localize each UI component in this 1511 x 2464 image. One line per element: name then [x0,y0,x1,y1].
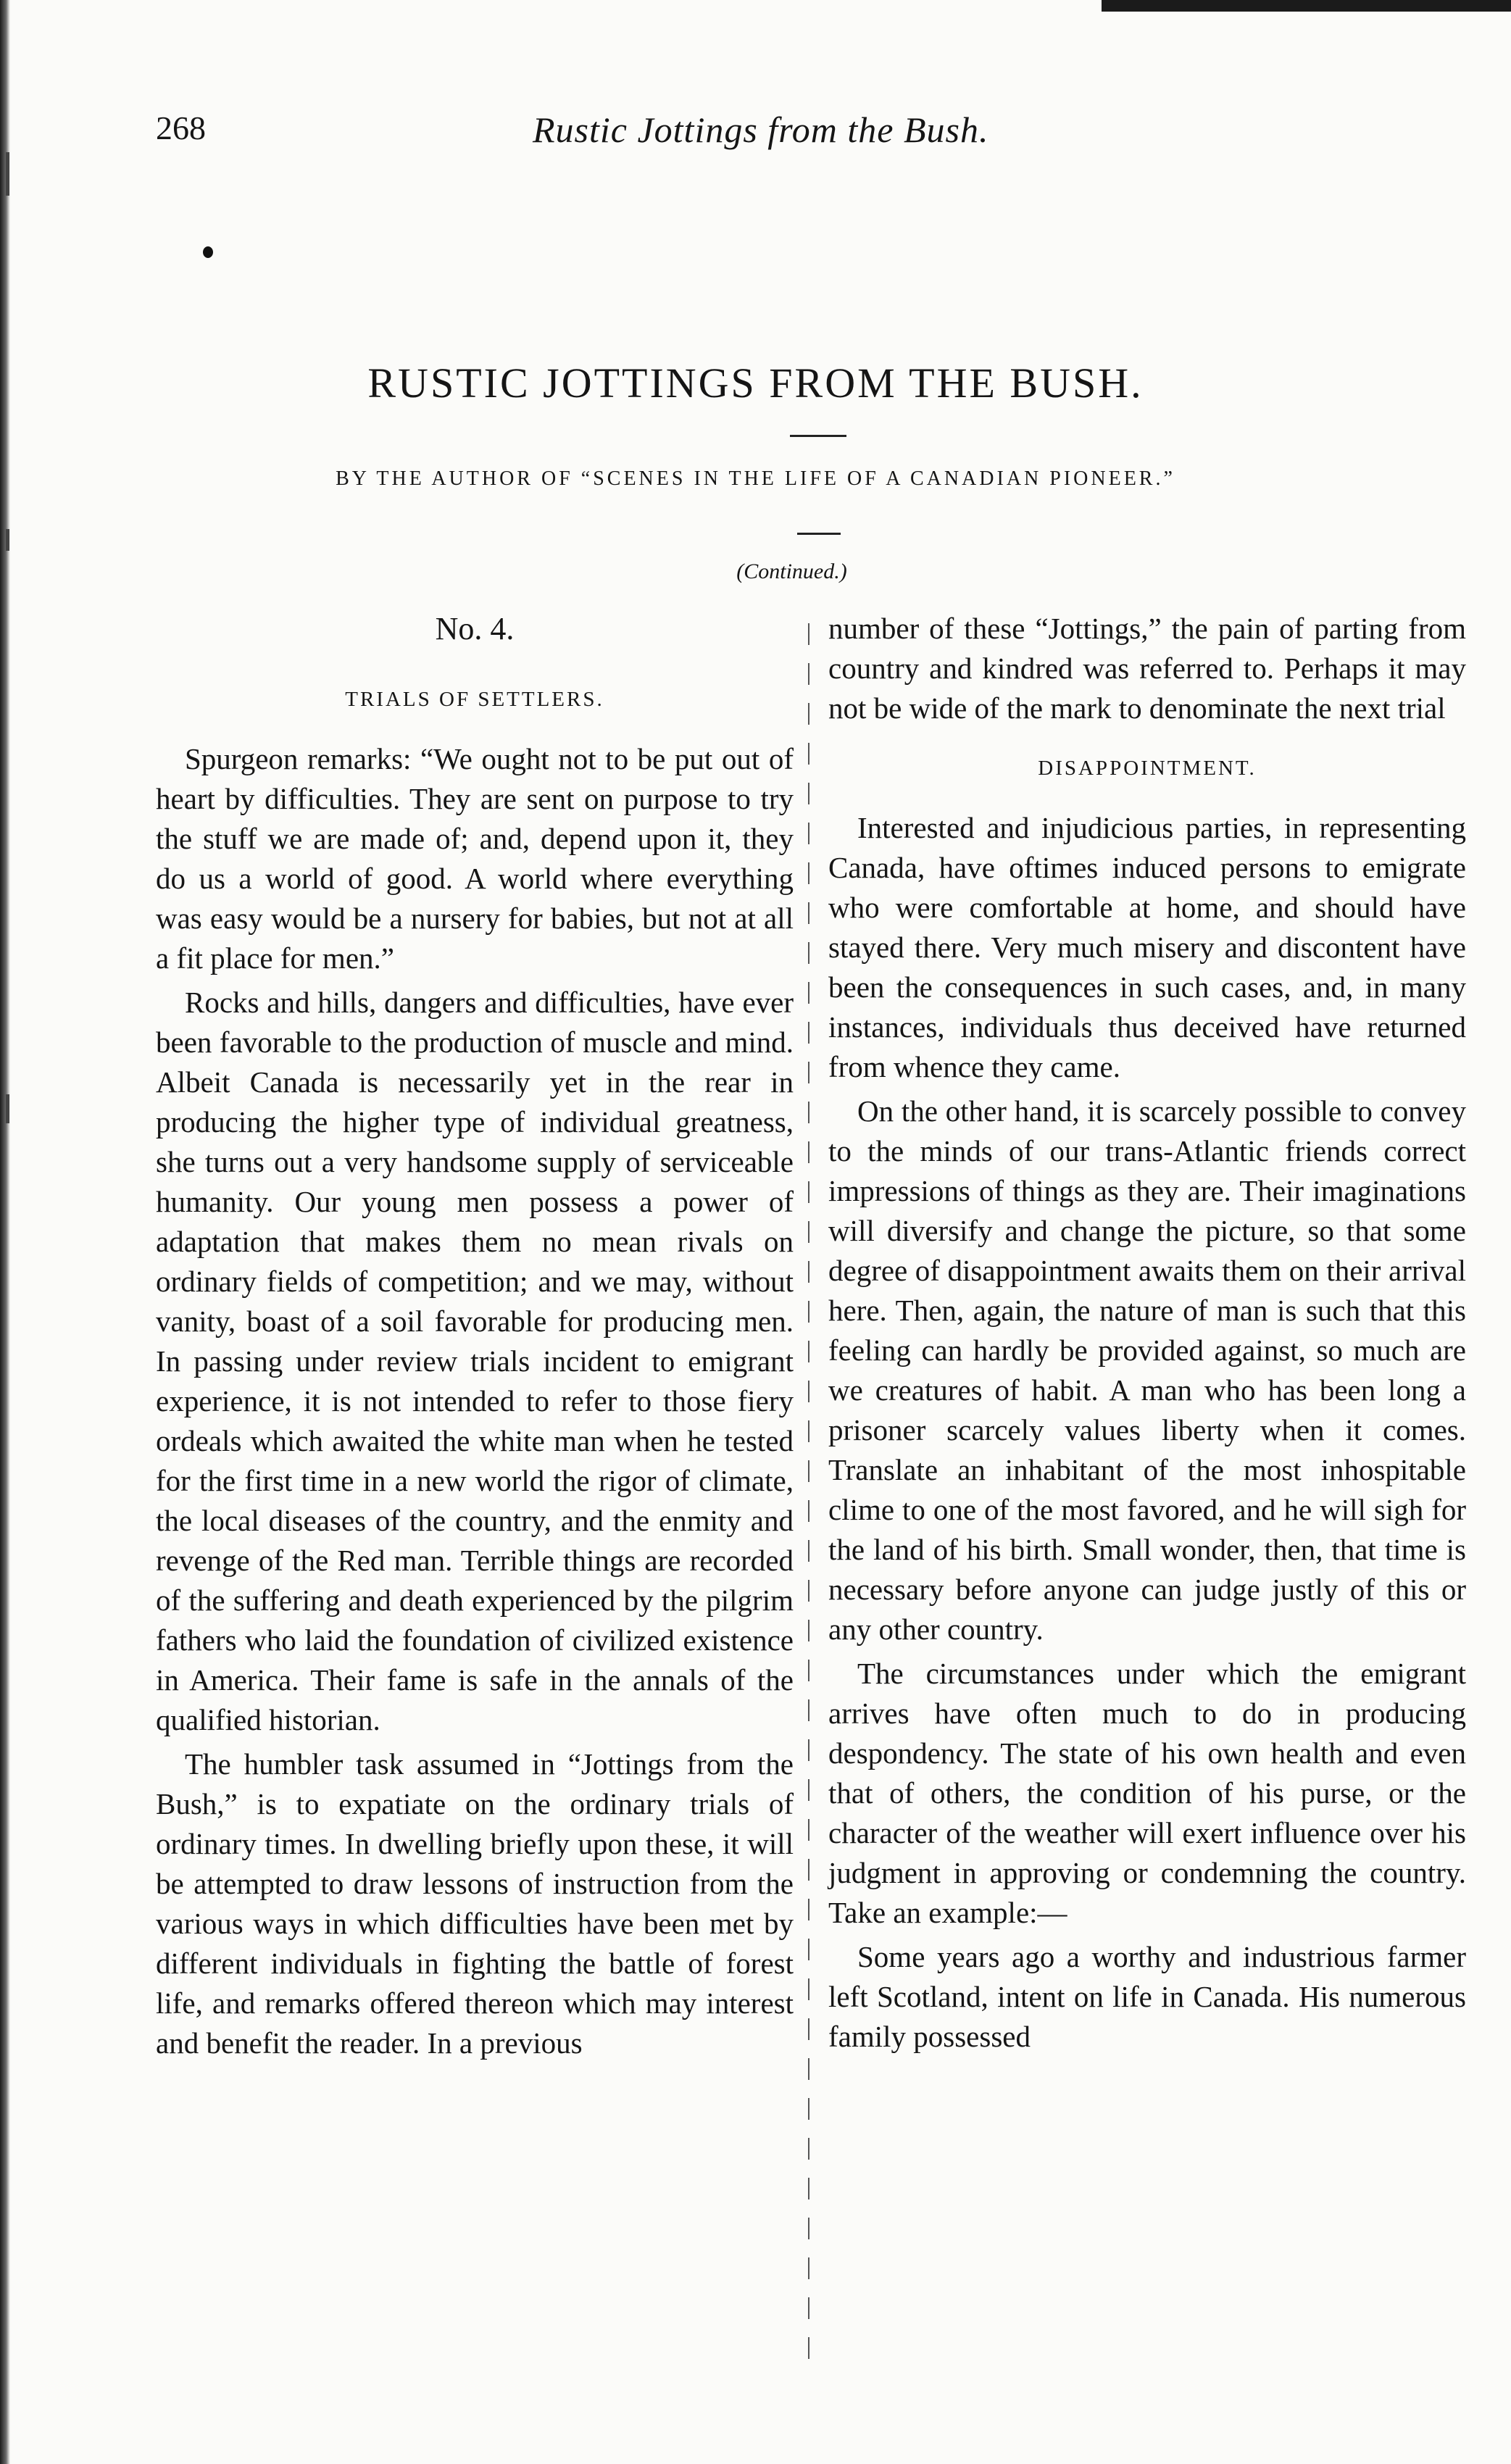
section-heading-trials: TRIALS OF SETTLERS. [345,688,604,711]
byline-rule [797,533,841,535]
paragraph: Spurgeon remarks: “We ought not to be put out of heart by difficulties. They are sent on purpose to try the stuff we are made of; and, depend upon it, they do us a world of good. A world where everything was easy would be a nursery for babies, but not at all a fit place for men.” [156,742,794,975]
page-number: 268 [156,109,206,146]
paragraph: Some years ago a worthy and industrious farmer left Scotland, intent on life in Canada. His numerous family possessed [828,1940,1466,2053]
article-title: RUSTIC JOTTINGS FROM THE BUSH. [367,359,1144,407]
paragraph-continued: number of these “Jottings,” the pain of parting from country and kindred was referred to. Perhaps it may not be wide of the mark to denominate the next trial [828,612,1466,725]
continued-note: (Continued.) [736,559,847,583]
paragraph: On the other hand, it is scarcely possible to convey to the minds of our trans-Atlantic friends correct impressions of things as they are. Their imaginations will diversify and change the picture, so that some degree of disappointment awaits them on their arrival here. Then, again, the nature of man is such that this feeling can hardly be provided against, so much are we creatures of habit. A man who has been long a prisoner scarcely values liberty when it comes. Translate an inhabitant of the most inhospitable clime to one of the most favored, and he will sigh for the land of his birth. Small wonder, then, that time is necessary before anyone can judge justly of this or any other country. [828,1094,1466,1646]
paragraph: The humbler task assumed in “Jottings from the Bush,” is to expatiate on the ordinary trials of ordinary times. In dwelling briefly upon these, it will be attempted to draw lessons of instruction from the various ways in which difficulties have been met by different individuals in fighting the battle of forest life, and remarks offered thereon which may interest and benefit the reader. In a previous [156,1747,794,2060]
left-column [156,609,794,2068]
running-head [156,109,1337,167]
running-title: Rustic Jottings from the Bush. [533,109,989,150]
chapter-number: No. 4. [435,611,515,646]
scan-top-edge [1102,0,1511,12]
paragraph: Rocks and hills, dangers and difficulties, have ever been favorable to the production of muscle and mind. Albeit Canada is necessarily yet in the rear in producing the higher type of individual greatness, she turns out a very handsome supply of serviceable humanity. Our young men possess a power of adaptation that makes them no mean rivals on ordinary fields of competition; and we may, without vanity, boast of a soil favorable for producing men. In passing under review trials incident to emigrant experience, it is not intended to refer to those fiery ordeals which awaited the white man when he tested for the first time in a new world the rigor of climate, the local diseases of the country, and the enmity and revenge of the Red man. Terrible things are recorded of the suffering and death experienced by the pilgrim fathers who laid the foundation of civilized existence in America. Their fame is safe in the annals of the qualified historian. [156,986,794,1736]
ornament-dot [203,246,213,258]
paragraph: The circumstances under which the emigrant arrives have often much to do in producing despondency. The state of his own health and even that of others, the condition of his purse, or the character of the weather will exert influence over his judgment in approving or condemning the country. Take an example:— [828,1657,1466,1929]
margin-marks [6,152,10,1239]
paragraph: Interested and injudicious parties, in representing Canada, have oftimes induced persons to emigrate who were comfortable at home, and should have stayed there. Very much misery and discontent have been the consequences in such cases, and, in many instances, individuals thus deceived have returned from whence they came. [828,811,1466,1083]
byline: BY THE AUTHOR OF “SCENES IN THE LIFE OF A CANADIAN PIONEER.” [336,467,1175,490]
title-rule [790,435,846,437]
right-column [828,609,1466,2061]
column-divider [808,623,809,2363]
section-heading-disappointment: DISAPPOINTMENT. [1038,757,1257,780]
